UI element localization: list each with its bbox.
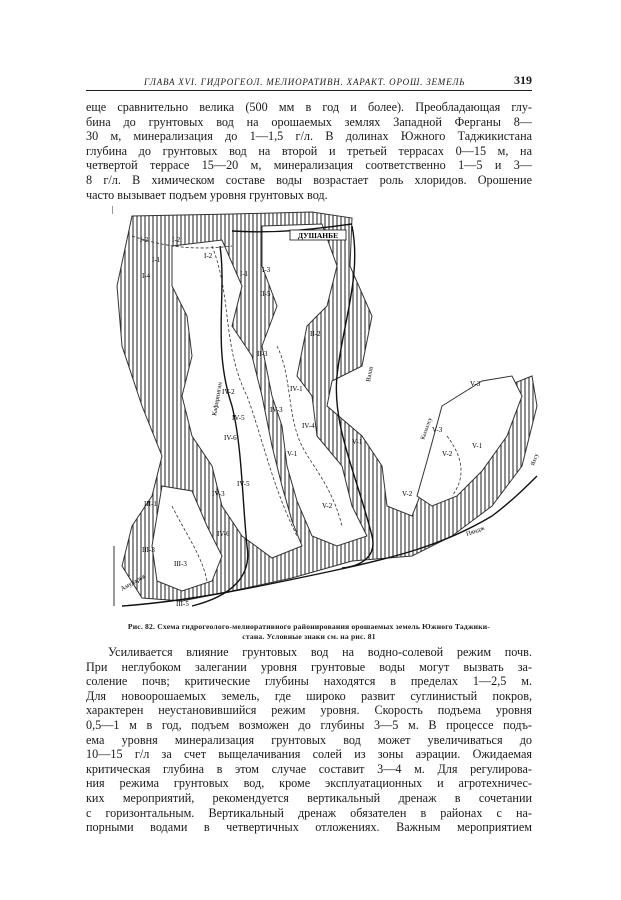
zone-label: IV-6 [224, 434, 237, 442]
text-line: соление почв; критические глубины находятся в пределах 1—2,5 м. [86, 674, 532, 689]
zone-label: II-5 [260, 290, 271, 298]
zone-label: V-1 [472, 442, 483, 450]
text-line: 30 м, минерализация до 1—1,5 г/л. В долинах Южного Таджикистана [86, 129, 532, 144]
zone-label: V-1 [287, 450, 298, 458]
page-number: 319 [514, 73, 532, 87]
text-line: При неглубоком залегании уровня грунтовые воды могут вызвать за- [86, 659, 532, 674]
text-line: глубина до грунтовых вод на второй и третьей террасах 0—15 м, на [86, 143, 532, 158]
zone-label: IV-3 [212, 490, 225, 498]
zone-label: II-3 [257, 350, 268, 358]
text-line: еще сравнительно велика (500 мм в год и более). Преобладающая глу- [86, 100, 532, 114]
zone-label: I-1 [240, 270, 249, 278]
zone-label: IV-6 [217, 530, 230, 538]
figure-caption [86, 622, 532, 642]
hydrogeological-map [112, 206, 542, 618]
zone-label: V-3 [470, 380, 481, 388]
zone-label: III-3 [142, 546, 155, 554]
caption-line: стана. Условные знаки см. на рис. 81 [242, 632, 376, 641]
zone-label: IV-2 [222, 388, 235, 396]
zone-label: IV-1 [290, 385, 303, 393]
city-dushanbe [290, 230, 346, 240]
text-line: 0,5—1 м в год, подъем возможен до глубины 3—5 м. В процессе подъ- [86, 717, 532, 732]
text-line: 8 г/л. В химическом составе воды возрастает роль хлоридов. Орошение [86, 172, 532, 187]
zone-label: I-3 [262, 266, 271, 274]
river-label-yakhsu: Яхсу [530, 452, 541, 467]
river-label-kafirnigan: Кафирниган [211, 381, 224, 417]
zone-label: V-1 [352, 438, 363, 446]
zone-label: IV-5 [237, 480, 250, 488]
body-paragraph [86, 645, 532, 835]
text-line: порными водами в четвертичных отложениях. Важным мероприятием [86, 820, 532, 835]
text-line: характерен неустановившийся режим уровня. Скорость подъема уровня [86, 703, 532, 718]
zone-label: I-4 [142, 272, 151, 280]
zone-label: IV-4 [302, 422, 315, 430]
zone-label: IV-3 [270, 406, 283, 414]
text-line: ема уровня минерализация грунтовых вод может увеличиваться до [86, 732, 532, 747]
zone-label: III-1 [144, 500, 157, 508]
chapter-title: ГЛАВА XVI. ГИДРОГЕОЛ. МЕЛИОРАТИВН. ХАРАКТ. ОРОШ. ЗЕМЕЛЬ [144, 77, 466, 87]
zone-label: I-2 [204, 252, 213, 260]
running-head [86, 68, 532, 91]
zone-label: V-2 [402, 490, 413, 498]
river-label-vakhsh: Вахш [365, 365, 375, 383]
zone-label: I-2 [172, 236, 181, 244]
city-label: ДУШАНБЕ [297, 231, 339, 240]
text-line: Для новоорошаемых земель, где широко развит суглинистый покров, [86, 688, 532, 703]
text-line: ких мероприятий, рекомендуется вертикальный дренаж в сочетании [86, 790, 532, 805]
river-label-panj: Пяндж [465, 524, 486, 538]
zone-label: V-3 [432, 426, 443, 434]
text-line: 10—15 г/л за счет выщелачивания солей из зоны аэрации. Ожидаемая [86, 747, 532, 762]
river-label-amudarya: Амударья [119, 573, 147, 593]
zone-label: I-2 [140, 236, 149, 244]
text-line: часто вызывает подъем уровня грунтовых вод. [86, 187, 328, 202]
text-line: с горизонтальным. Вертикальный дренаж обязателен в районах с на- [86, 805, 532, 820]
text-line: четвертой террасе 15—20 м, минерализация соответственно 1—5 и 3— [86, 158, 532, 173]
zone-label: V-2 [322, 502, 333, 510]
intro-paragraph [86, 100, 532, 202]
text-line: Усиливается влияние грунтовых вод на водно-солевой режим почв. [108, 645, 532, 659]
zone-label: IV-5 [232, 414, 245, 422]
text-line: бина до грунтовых вод на орошаемых землях Западной Ферганы 8— [86, 114, 532, 129]
river-label-kyzylsu: Кызылсу [420, 417, 434, 441]
zone-label: III-3 [174, 560, 187, 568]
caption-line: Рис. 82. Схема гидрогеолого-мелиоративного районирования орошаемых земель Южного Таджики- [127, 622, 491, 631]
zone-label: I-1 [152, 256, 161, 264]
text-line: критическая глубина в этом случае составит 3—4 м. Для регулирова- [86, 761, 532, 776]
zone-label: III-5 [176, 600, 189, 608]
text-line: ния режима грунтовых вод, кроме эксплуатационных и агротехничес- [86, 776, 532, 791]
zone-label: V-2 [442, 450, 453, 458]
zone-label: II-2 [310, 330, 321, 338]
